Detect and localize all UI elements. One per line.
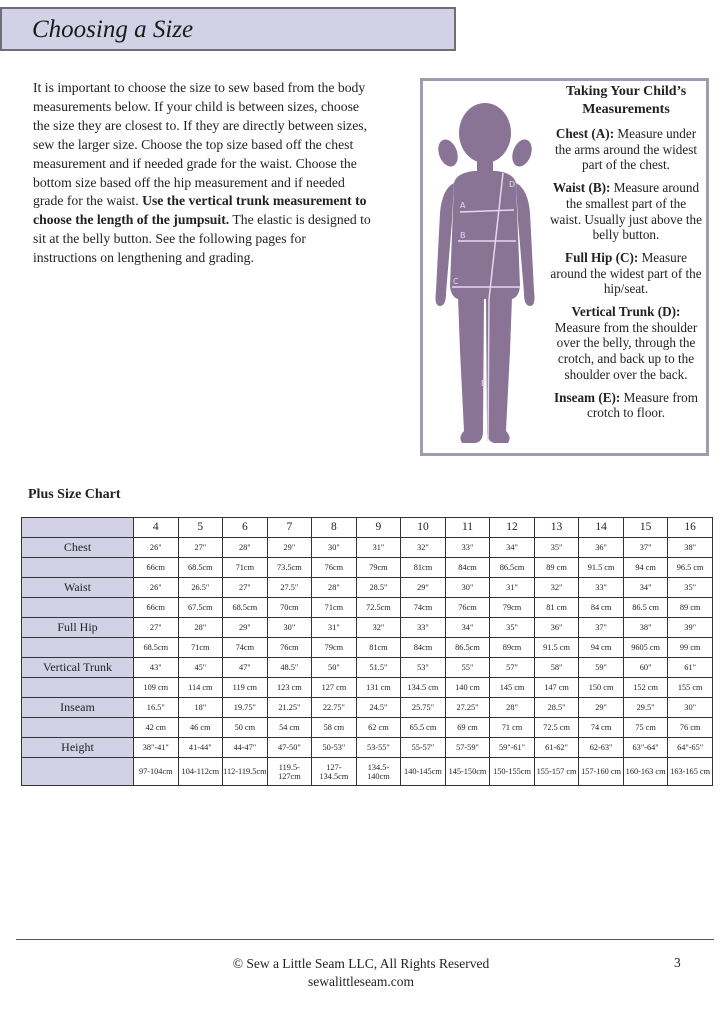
row-label-cell	[22, 598, 134, 618]
table-row	[22, 758, 713, 786]
size-header-cell: 8	[312, 518, 357, 538]
table-value-cell: 123 cm	[267, 678, 312, 698]
size-header-row	[22, 518, 713, 538]
table-value-cell: 9605 cm	[623, 638, 668, 658]
size-header-cell: 16	[668, 518, 713, 538]
table-value-cell: 38"	[668, 538, 713, 558]
size-header-cell: 4	[134, 518, 179, 538]
measurement-instructions	[549, 83, 703, 428]
table-value-cell: 89 cm	[668, 598, 713, 618]
table-row	[22, 658, 713, 678]
table-value-cell: 86.5cm	[490, 558, 535, 578]
measure-trunk	[549, 304, 703, 383]
table-value-cell: 65.5 cm	[401, 718, 446, 738]
row-label-cell: Height	[22, 738, 134, 758]
table-value-cell: 64"-65"	[668, 738, 713, 758]
table-value-cell: 62-63"	[579, 738, 624, 758]
size-header-cell: 10	[401, 518, 446, 538]
table-value-cell: 45"	[178, 658, 223, 678]
table-value-cell: 145-150cm	[445, 758, 490, 786]
table-value-cell: 50 cm	[223, 718, 268, 738]
table-value-cell: 84 cm	[579, 598, 624, 618]
row-label-cell: Vertical Trunk	[22, 658, 134, 678]
silhouette	[435, 103, 535, 443]
table-value-cell: 79cm	[356, 558, 401, 578]
table-value-cell: 73.5cm	[267, 558, 312, 578]
table-value-cell: 26"	[134, 578, 179, 598]
table-value-cell: 28"	[312, 578, 357, 598]
measure-title: Taking Your Child’s Measurements	[565, 84, 687, 117]
table-value-cell: 29"	[579, 698, 624, 718]
measure-chest-label: Chest (A):	[555, 126, 615, 141]
table-value-cell: 27.5"	[267, 578, 312, 598]
table-value-cell: 69 cm	[445, 718, 490, 738]
table-row	[22, 558, 713, 578]
size-header-cell: 14	[579, 518, 624, 538]
size-header-cell: 6	[223, 518, 268, 538]
table-value-cell: 114 cm	[178, 678, 223, 698]
table-value-cell: 47"	[223, 658, 268, 678]
table-value-cell: 72.5 cm	[534, 718, 579, 738]
table-value-cell: 157-160 cm	[579, 758, 624, 786]
table-value-cell: 30"	[668, 698, 713, 718]
size-header-cell: 13	[534, 518, 579, 538]
table-value-cell: 75 cm	[623, 718, 668, 738]
table-value-cell: 34"	[490, 538, 535, 558]
size-header-cell: 12	[490, 518, 535, 538]
table-value-cell: 96.5 cm	[668, 558, 713, 578]
table-value-cell: 81cm	[356, 638, 401, 658]
table-row	[22, 578, 713, 598]
table-value-cell: 58"	[534, 658, 579, 678]
letter-d: D	[509, 180, 516, 189]
table-value-cell: 33"	[445, 538, 490, 558]
table-row	[22, 678, 713, 698]
measure-chest-text: Measure under the arms around the widest part of the chest.	[554, 126, 698, 173]
table-value-cell: 28"	[223, 538, 268, 558]
table-value-cell: 163-165 cm	[668, 758, 713, 786]
table-value-cell: 147 cm	[534, 678, 579, 698]
table-value-cell: 155-157 cm	[534, 758, 579, 786]
table-value-cell: 72.5cm	[356, 598, 401, 618]
table-value-cell: 68.5cm	[134, 638, 179, 658]
size-header-cell: 11	[445, 518, 490, 538]
measure-waist-label: Waist (B):	[552, 180, 611, 196]
table-row	[22, 638, 713, 658]
table-value-cell: 86.5cm	[445, 638, 490, 658]
size-header-cell: 15	[623, 518, 668, 538]
table-value-cell: 91.5 cm	[579, 558, 624, 578]
row-label-cell: Waist	[22, 578, 134, 598]
letter-c: C	[453, 277, 459, 286]
table-value-cell: 30"	[445, 578, 490, 598]
table-value-cell: 21.25"	[267, 698, 312, 718]
table-value-cell: 28.5"	[534, 698, 579, 718]
row-label-cell: Chest	[22, 538, 134, 558]
table-value-cell: 50"	[312, 658, 357, 678]
table-value-cell: 134.5 cm	[401, 678, 446, 698]
table-value-cell: 51.5"	[356, 658, 401, 678]
table-value-cell: 29"	[223, 618, 268, 638]
table-value-cell: 152 cm	[623, 678, 668, 698]
table-value-cell: 134.5-140cm	[356, 758, 401, 786]
table-value-cell: 29.5"	[623, 698, 668, 718]
table-value-cell: 30"	[267, 618, 312, 638]
table-value-cell: 61-62"	[534, 738, 579, 758]
size-chart-table	[21, 517, 713, 786]
table-value-cell: 35"	[490, 618, 535, 638]
table-value-cell: 28"	[178, 618, 223, 638]
table-value-cell: 32"	[401, 538, 446, 558]
table-value-cell: 29"	[267, 538, 312, 558]
table-value-cell: 145 cm	[490, 678, 535, 698]
table-value-cell: 18"	[178, 698, 223, 718]
table-value-cell: 41-44"	[178, 738, 223, 758]
table-value-cell: 76 cm	[668, 718, 713, 738]
measure-hip	[549, 250, 703, 297]
row-label-cell	[22, 638, 134, 658]
measure-trunk-text: Measure from the shoulder over the belly, through the crotch, and back up to the shoulder over the back.	[554, 319, 698, 382]
measure-waist-text: Measure around the smallest part of the waist. Usually just above the belly button.	[550, 180, 702, 243]
letter-a: A	[460, 201, 466, 210]
table-value-cell: 76cm	[312, 558, 357, 578]
measure-trunk-label: Vertical Trunk (D):	[571, 304, 681, 320]
table-value-cell: 79cm	[490, 598, 535, 618]
measurement-guide-box	[420, 78, 709, 456]
table-value-cell: 26"	[134, 538, 179, 558]
table-value-cell: 30"	[312, 538, 357, 558]
table-value-cell: 57-59"	[445, 738, 490, 758]
table-value-cell: 109 cm	[134, 678, 179, 698]
table-value-cell: 27"	[223, 578, 268, 598]
page-title: Choosing a Size	[32, 16, 194, 43]
table-value-cell: 91.5 cm	[534, 638, 579, 658]
row-label-cell	[22, 758, 134, 786]
table-value-cell: 32"	[534, 578, 579, 598]
measure-inseam-text: Measure from crotch to floor.	[586, 389, 698, 421]
table-value-cell: 44-47"	[223, 738, 268, 758]
table-value-cell: 47-50"	[267, 738, 312, 758]
row-label-cell	[22, 678, 134, 698]
table-value-cell: 66cm	[134, 558, 179, 578]
table-value-cell: 59"	[579, 658, 624, 678]
table-row	[22, 698, 713, 718]
table-value-cell: 28"	[490, 698, 535, 718]
intro-bold-text: Use the vertical trunk measurement to choose the length of the jumpsuit.	[33, 193, 367, 228]
table-value-cell: 150-155cm	[490, 758, 535, 786]
measure-hip-label: Full Hip (C):	[565, 249, 639, 265]
table-value-cell: 31"	[490, 578, 535, 598]
table-value-cell: 119.5-127cm	[267, 758, 312, 786]
table-row	[22, 598, 713, 618]
table-value-cell: 71cm	[312, 598, 357, 618]
table-value-cell: 61"	[668, 658, 713, 678]
table-value-cell: 99 cm	[668, 638, 713, 658]
table-value-cell: 39"	[668, 618, 713, 638]
table-value-cell: 112-119.5cm	[223, 758, 268, 786]
measure-chest	[549, 126, 703, 173]
measure-inseam-label: Inseam (E):	[554, 389, 621, 405]
table-value-cell: 32"	[356, 618, 401, 638]
table-value-cell: 55-57"	[401, 738, 446, 758]
table-value-cell: 62 cm	[356, 718, 401, 738]
page-number: 3	[674, 955, 681, 970]
table-value-cell: 81 cm	[534, 598, 579, 618]
table-value-cell: 36"	[579, 538, 624, 558]
table-value-cell: 119 cm	[223, 678, 268, 698]
table-row	[22, 718, 713, 738]
table-value-cell: 71cm	[178, 638, 223, 658]
table-value-cell: 28.5"	[356, 578, 401, 598]
table-value-cell: 53"	[401, 658, 446, 678]
table-value-cell: 68.5cm	[223, 598, 268, 618]
table-value-cell: 140 cm	[445, 678, 490, 698]
table-value-cell: 48.5"	[267, 658, 312, 678]
table-value-cell: 76cm	[445, 598, 490, 618]
measure-hip-text: Measure around the widest part of the hip/seat.	[550, 249, 702, 297]
table-value-cell: 131 cm	[356, 678, 401, 698]
table-value-cell: 29"	[401, 578, 446, 598]
letter-e: E	[481, 379, 487, 388]
copyright-text: © Sew a Little Seam LLC, All Rights Reserved	[232, 956, 490, 971]
table-value-cell: 33"	[401, 618, 446, 638]
table-value-cell: 97-104cm	[134, 758, 179, 786]
table-value-cell: 71 cm	[490, 718, 535, 738]
table-value-cell: 127 cm	[312, 678, 357, 698]
table-value-cell: 63"-64"	[623, 738, 668, 758]
row-label-cell	[22, 558, 134, 578]
table-value-cell: 160-163 cm	[623, 758, 668, 786]
table-value-cell: 74cm	[401, 598, 446, 618]
table-value-cell: 27"	[178, 538, 223, 558]
table-value-cell: 24.5"	[356, 698, 401, 718]
table-value-cell: 79cm	[312, 638, 357, 658]
table-row	[22, 538, 713, 558]
intro-text-1: It is important to choose the size to sew based from the body measurements below. If your child is between sizes, choose the size they are closest to. If they are directly between sizes, sew the larger size. Choose the top size based off the chest measurement and if needed grade for the waist. Choose the bottom size based off the hip measurement and if needed grade for the waist.	[33, 80, 368, 209]
table-value-cell: 54 cm	[267, 718, 312, 738]
table-value-cell: 37"	[579, 618, 624, 638]
table-row	[22, 738, 713, 758]
table-value-cell: 150 cm	[579, 678, 624, 698]
table-value-cell: 76cm	[267, 638, 312, 658]
table-value-cell: 36"	[534, 618, 579, 638]
website-text: sewalittleseam.com	[307, 974, 415, 989]
table-value-cell: 68.5cm	[178, 558, 223, 578]
table-value-cell: 127-134.5cm	[312, 758, 357, 786]
table-value-cell: 42 cm	[134, 718, 179, 738]
table-value-cell: 58 cm	[312, 718, 357, 738]
row-label-cell	[22, 718, 134, 738]
size-chart-body	[22, 518, 713, 786]
letter-b: B	[460, 231, 466, 240]
footer	[0, 955, 722, 991]
table-value-cell: 89 cm	[534, 558, 579, 578]
child-silhouette-figure	[426, 101, 546, 451]
table-value-cell: 38"-41"	[134, 738, 179, 758]
row-label-cell: Inseam	[22, 698, 134, 718]
size-header-cell: 9	[356, 518, 401, 538]
table-value-cell: 155 cm	[668, 678, 713, 698]
table-value-cell: 57"	[490, 658, 535, 678]
size-header-cell: 5	[178, 518, 223, 538]
table-value-cell: 55"	[445, 658, 490, 678]
table-value-cell: 27"	[134, 618, 179, 638]
size-header-cell: 7	[267, 518, 312, 538]
intro-text-2: The elastic is designed to sit at the belly button. See the following pages for instructions on lengthening and grading.	[33, 212, 371, 266]
table-value-cell: 34"	[623, 578, 668, 598]
table-value-cell: 70cm	[267, 598, 312, 618]
table-value-cell: 74 cm	[579, 718, 624, 738]
table-value-cell: 94 cm	[623, 558, 668, 578]
table-value-cell: 34"	[445, 618, 490, 638]
table-value-cell: 38"	[623, 618, 668, 638]
table-value-cell: 71cm	[223, 558, 268, 578]
measure-waist	[549, 180, 703, 243]
table-value-cell: 35"	[668, 578, 713, 598]
table-value-cell: 104-112cm	[178, 758, 223, 786]
table-value-cell: 33"	[579, 578, 624, 598]
table-value-cell: 94 cm	[579, 638, 624, 658]
table-value-cell: 25.75"	[401, 698, 446, 718]
table-value-cell: 22.75"	[312, 698, 357, 718]
table-row	[22, 618, 713, 638]
table-value-cell: 59"-61"	[490, 738, 535, 758]
table-value-cell: 67.5cm	[178, 598, 223, 618]
table-value-cell: 19.75"	[223, 698, 268, 718]
table-value-cell: 60"	[623, 658, 668, 678]
table-value-cell: 16.5"	[134, 698, 179, 718]
table-value-cell: 31"	[356, 538, 401, 558]
footer-divider	[16, 939, 714, 940]
row-label-cell: Full Hip	[22, 618, 134, 638]
table-value-cell: 66cm	[134, 598, 179, 618]
table-value-cell: 140-145cm	[401, 758, 446, 786]
table-value-cell: 89cm	[490, 638, 535, 658]
intro-paragraph	[33, 79, 373, 268]
table-value-cell: 31"	[312, 618, 357, 638]
table-value-cell: 26.5"	[178, 578, 223, 598]
table-value-cell: 84cm	[445, 558, 490, 578]
table-value-cell: 84cm	[401, 638, 446, 658]
measure-inseam	[549, 390, 703, 421]
table-value-cell: 74cm	[223, 638, 268, 658]
table-value-cell: 35"	[534, 538, 579, 558]
table-value-cell: 46 cm	[178, 718, 223, 738]
chart-title: Plus Size Chart	[28, 487, 121, 502]
table-value-cell: 50-53"	[312, 738, 357, 758]
table-value-cell: 53-55"	[356, 738, 401, 758]
title-banner	[0, 7, 456, 51]
table-value-cell: 27.25"	[445, 698, 490, 718]
table-value-cell: 81cm	[401, 558, 446, 578]
header-corner-cell	[22, 518, 134, 538]
table-value-cell: 43"	[134, 658, 179, 678]
table-value-cell: 86.5 cm	[623, 598, 668, 618]
table-value-cell: 37"	[623, 538, 668, 558]
